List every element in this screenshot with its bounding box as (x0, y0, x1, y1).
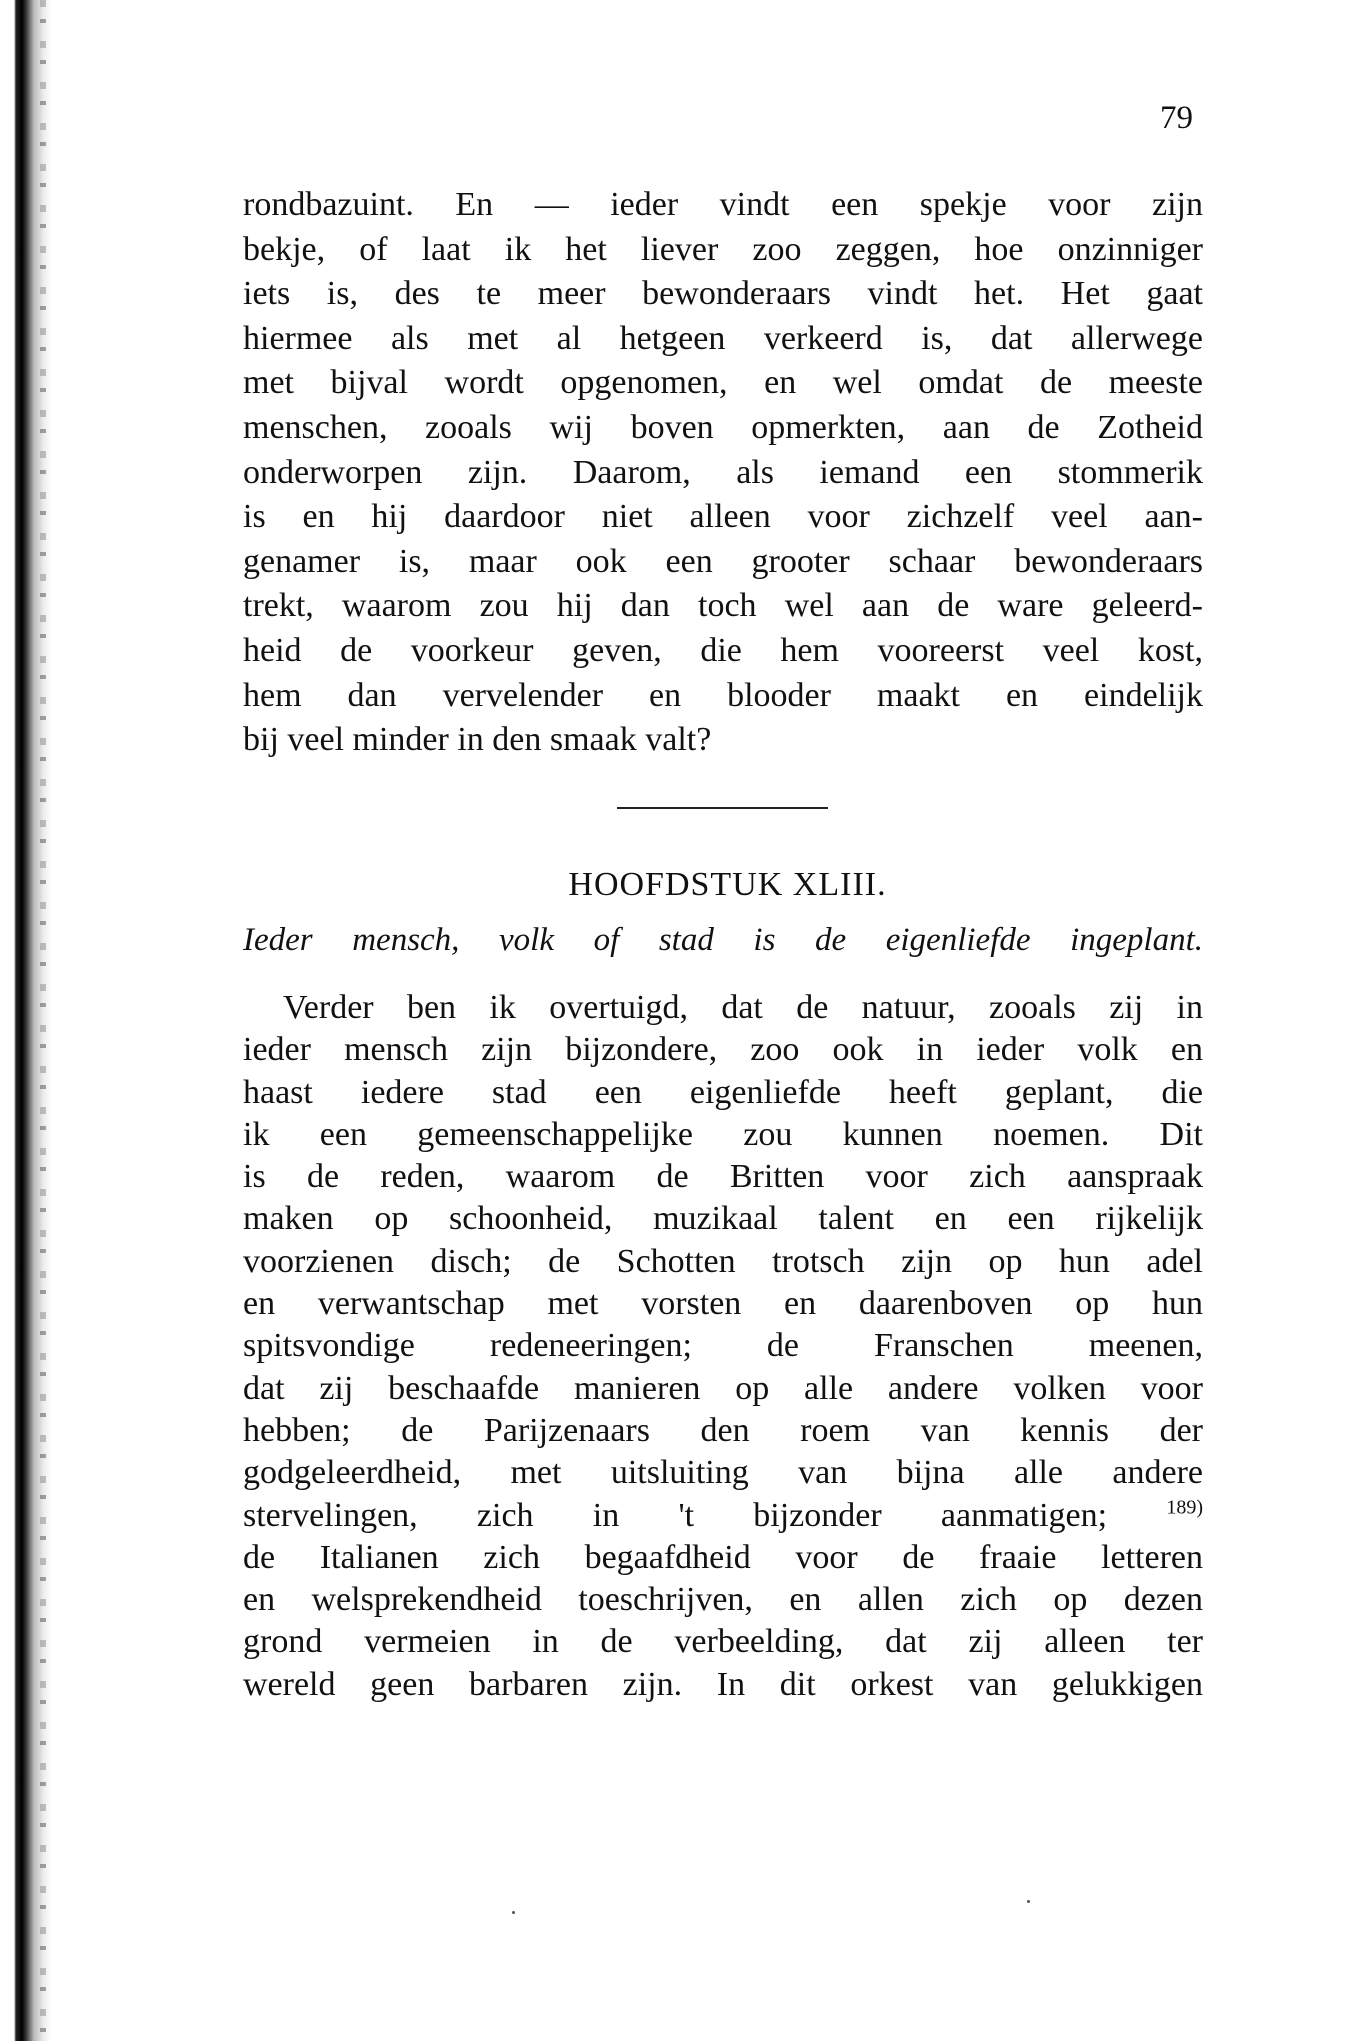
text-line (243, 1283, 1203, 1325)
text-line (243, 1368, 1203, 1410)
scan-speck (1027, 1900, 1030, 1903)
text-line-content: rondbazuint. En — ieder vindt een spekje voor zijn (243, 186, 1203, 223)
text-line (243, 1537, 1203, 1579)
text-line-content: maken op schoonheid, muzikaal talent en een rijkelijk (243, 1200, 1203, 1238)
paragraph-1 (243, 183, 1203, 763)
scan-edge-noise (40, 0, 46, 2041)
text-line-content: stervelingen, zich in 't bijzonder aanmatigen; (243, 1496, 1108, 1534)
scan-speck (512, 1911, 515, 1914)
text-line-content: haast iedere stad een eigenliefde heeft geplant, die (243, 1073, 1203, 1111)
chapter-heading-text: HOOFDSTUK XLIII. (568, 866, 887, 903)
text-line (243, 406, 1203, 451)
text-line-content: grond vermeien in de verbeelding, dat zij alleen ter (243, 1623, 1203, 1661)
text-line-content: genamer is, maar ook een grooter schaar bewonderaars (243, 542, 1203, 580)
text-line (243, 629, 1203, 674)
text-line-content: bekje, of laat ik het liever zoo zeggen, hoe onzinniger (243, 230, 1203, 268)
text-line-content: en verwantschap met vorsten en daarenboven op hun (243, 1285, 1203, 1323)
text-line (243, 361, 1203, 406)
text-line (243, 540, 1203, 585)
chapter-subtitle: Ieder mensch, volk of stad is de eigenliefde ingeplant. (243, 922, 1203, 958)
chapter-heading (0, 866, 1365, 904)
text-line (243, 495, 1203, 540)
text-line (243, 1579, 1203, 1621)
text-line-content: dat zij beschaafde manieren op alle andere volken voor (243, 1369, 1203, 1407)
text-line-content: bij veel minder in den smaak valt? (243, 721, 712, 759)
text-line (243, 272, 1203, 317)
text-line-content: godgeleerdheid, met uitsluiting van bijna alle andere (243, 1454, 1203, 1492)
text-line (243, 317, 1203, 362)
page-number: 79 (1160, 100, 1193, 136)
text-line-content: ieder mensch zijn bijzondere, zoo ook in ieder volk en (243, 1031, 1203, 1069)
text-line (243, 228, 1203, 273)
text-line-content: met bijval wordt opgenomen, en wel omdat de meeste (243, 364, 1203, 402)
text-line (243, 1029, 1203, 1071)
text-line (243, 451, 1203, 496)
text-line (243, 584, 1203, 629)
text-line-content: menschen, zooals wij boven opmerkten, aan de Zotheid (243, 408, 1203, 446)
text-line-content: spitsvondige redeneeringen; de Franschen meenen, (243, 1327, 1203, 1365)
text-line (243, 718, 1203, 763)
text-line (243, 1452, 1203, 1494)
text-line (243, 1621, 1203, 1663)
text-line-content: is en hij daardoor niet alleen voor zichzelf veel aan- (243, 498, 1203, 536)
text-line-content: hebben; de Parijzenaars den roem van kennis der (243, 1411, 1203, 1449)
section-divider (617, 807, 828, 809)
text-line-content: en welsprekendheid toeschrijven, en allen zich op dezen (243, 1581, 1203, 1619)
text-line (243, 1410, 1203, 1452)
text-line (243, 183, 1203, 228)
text-line (243, 674, 1203, 719)
text-line (243, 1072, 1203, 1114)
text-line-content: onderworpen zijn. Daarom, als iemand een stommerik (243, 453, 1203, 491)
text-line-content: voorzienen disch; de Schotten trotsch zijn op hun adel (243, 1242, 1203, 1280)
text-line (243, 1495, 1203, 1537)
text-line-content: trekt, waarom zou hij dan toch wel aan de ware geleerd- (243, 587, 1203, 625)
text-line (243, 1241, 1203, 1283)
text-line-content: hem dan vervelender en blooder maakt en eindelijk (243, 676, 1203, 714)
text-line (243, 1198, 1203, 1240)
text-line-content: ik een gemeenschappelijke zou kunnen noemen. Dit (243, 1115, 1203, 1153)
text-line-content: is de reden, waarom de Britten voor zich aanspraak (243, 1158, 1203, 1196)
text-line (243, 987, 1203, 1029)
footnote-reference: 189) (1166, 1496, 1204, 1519)
text-line-content: wereld geen barbaren zijn. In dit orkest van gelukkigen (243, 1665, 1203, 1703)
paragraph-2 (243, 987, 1203, 1706)
text-line-content: Verder ben ik overtuigd, dat de natuur, zooals zij in (283, 989, 1203, 1026)
text-line (243, 1156, 1203, 1198)
text-line (243, 1664, 1203, 1706)
text-line (243, 1114, 1203, 1156)
text-line (243, 1325, 1203, 1367)
text-line-content: iets is, des te meer bewonderaars vindt het. Het gaat (243, 275, 1203, 313)
text-line-content: hiermee als met al hetgeen verkeerd is, dat allerwege (243, 319, 1203, 357)
text-line-content: de Italianen zich begaafdheid voor de fraaie letteren (243, 1538, 1203, 1576)
text-line-content: heid de voorkeur geven, die hem vooreerst veel kost, (243, 631, 1203, 669)
